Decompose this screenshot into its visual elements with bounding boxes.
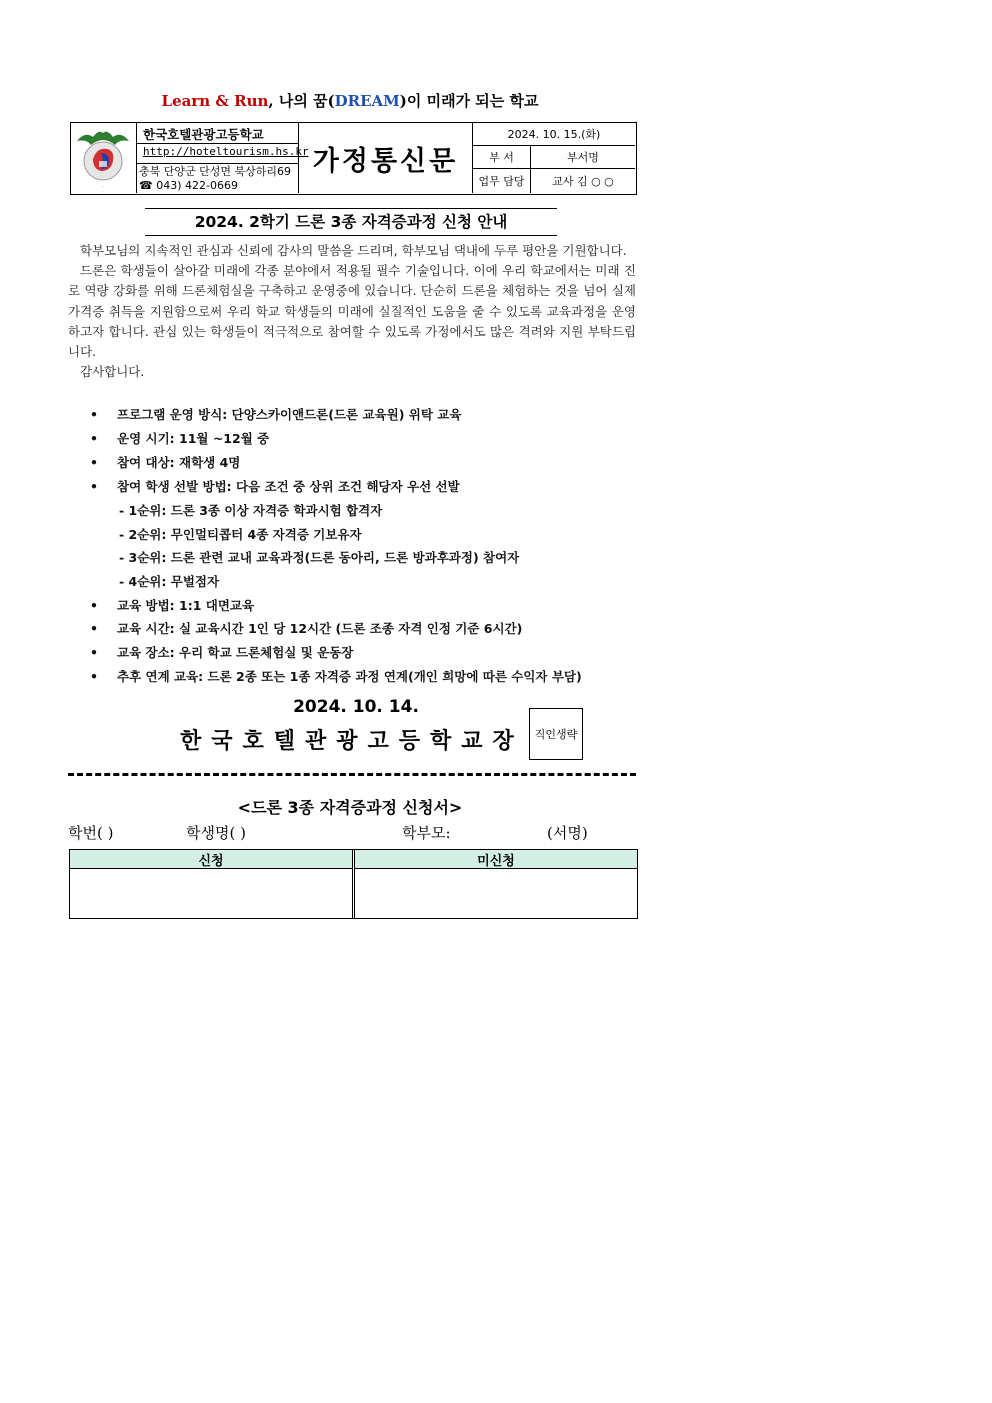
newsletter-title: 가정통신문 <box>299 123 473 193</box>
bullet-item: • 참여 학생 선발 방법: 다음 조건 중 상위 조건 해당자 우선 선발 <box>90 479 460 494</box>
meta-staff-row <box>473 169 635 193</box>
official-stamp-box: 직인생략 <box>529 708 583 760</box>
svg-text:.: . <box>102 183 104 188</box>
slogan-text-2: )이 미래가 되는 학교 <box>399 92 539 110</box>
dept-label: 부 서 <box>473 146 531 168</box>
col-not-apply-header: 미신청 <box>355 850 637 869</box>
col-apply-header: 신청 <box>70 850 352 869</box>
slogan-learn-run: Learn & Run <box>161 92 269 110</box>
sign-date: 2024. 10. 14. <box>293 697 419 717</box>
school-slogan <box>0 90 700 111</box>
application-form-title: <드론 3종 자격증과정 신청서> <box>237 798 463 817</box>
newsletter-meta <box>473 123 635 193</box>
bullet-item: • 프로그램 운영 방식: 단양스카이앤드론(드론 교육원) 위탁 교육 <box>90 407 462 422</box>
principal-name: 한국호텔관광고등학교장 <box>180 728 524 754</box>
sub-item: - 4순위: 무벌점자 <box>119 574 220 589</box>
school-info <box>137 123 309 193</box>
school-name: 한국호텔관광고등학교 <box>137 123 298 144</box>
slogan-text-1: , 나의 꿈( <box>268 92 335 110</box>
student-number-field[interactable]: 학번( ) <box>68 824 114 842</box>
bullet-item: • 참여 대상: 재학생 4명 <box>90 455 241 470</box>
application-table <box>69 849 638 919</box>
school-address: 충북 단양군 단성면 북상하리69 <box>139 165 291 178</box>
meta-dept-row <box>473 146 635 169</box>
bullet-item: • 추후 연계 교육: 드론 2종 또는 1종 자격증 과정 연계(개인 희망에 따른 수익자 부담) <box>90 669 582 684</box>
staff-label: 업무 담당 <box>473 169 531 193</box>
slogan-dream: DREAM <box>334 92 400 110</box>
document-title: 2024. 2학기 드론 3종 자격증과정 신청 안내 <box>145 208 557 236</box>
paragraph-greeting: 학부모님의 지속적인 관심과 신뢰에 감사의 말씀을 드리며, 학부모님 댁내에 두루 평안을 기원합니다. <box>80 243 627 258</box>
paragraph-thanks: 감사합니다. <box>80 364 145 380</box>
parent-signature-field[interactable]: (서명) <box>547 824 588 842</box>
staff-value: 교사 김 ○ ○ <box>552 175 614 188</box>
cut-line <box>68 773 636 776</box>
sub-item: - 2순위: 무인멀티콥터 4종 자격증 기보유자 <box>119 527 362 542</box>
bullet-item: • 교육 시간: 실 교육시간 1인 당 12시간 (드론 조종 자격 인정 기준 6시간) <box>90 621 523 636</box>
issue-date: 2024. 10. 15.(화) <box>507 128 601 141</box>
student-name-field[interactable]: 학생명( ) <box>186 824 246 842</box>
not-apply-cell[interactable] <box>355 869 637 918</box>
sub-item: - 3순위: 드론 관련 교내 교육과정(드론 동아리, 드론 방과후과정) 참여자 <box>119 550 520 565</box>
school-phone: ☎ 043) 422-0669 <box>139 179 238 192</box>
school-address-block <box>137 164 298 193</box>
newsletter-header <box>70 122 637 195</box>
paragraph-main: 드론은 학생들이 살아갈 미래에 각종 분야에서 적용될 필수 기술입니다. 이에 우리 학교에서는 미래 진로 역량 강화를 위해 드론체험실을 구축하고 운영중에 있습니다. 단순히 드론을 체험하는 것을 넘어 실제 가격증 취득을 지원함으로써 우리 학교 학생들의 미래에 실질적인 도움을 줄 수 있도록 교육과정을 운영하고자 합니다. 관심 있는 학생들이 적극적으로 참여할 수 있도록 가정에서도 많은 격려와 지원 부탁드립니다. <box>68 263 636 360</box>
sub-item: - 1순위: 드론 3종 이상 자격증 학과시험 합격자 <box>119 503 383 518</box>
school-url-text[interactable]: http://hoteltourism.hs.kr <box>143 145 309 158</box>
school-emblem-icon <box>71 123 135 191</box>
dept-value: 부서명 <box>567 151 599 164</box>
apply-cell[interactable] <box>70 869 352 918</box>
body-text <box>68 241 636 382</box>
bullet-item: • 교육 장소: 우리 학교 드론체험실 및 운동장 <box>90 645 354 660</box>
school-logo <box>71 123 137 193</box>
parent-field[interactable]: 학부모: <box>402 824 451 842</box>
meta-date-row <box>473 123 635 146</box>
bullet-item: • 운영 시기: 11월 ~12월 중 <box>90 431 270 446</box>
school-url[interactable] <box>137 144 309 164</box>
bullet-item: • 교육 방법: 1:1 대면교육 <box>90 598 255 613</box>
